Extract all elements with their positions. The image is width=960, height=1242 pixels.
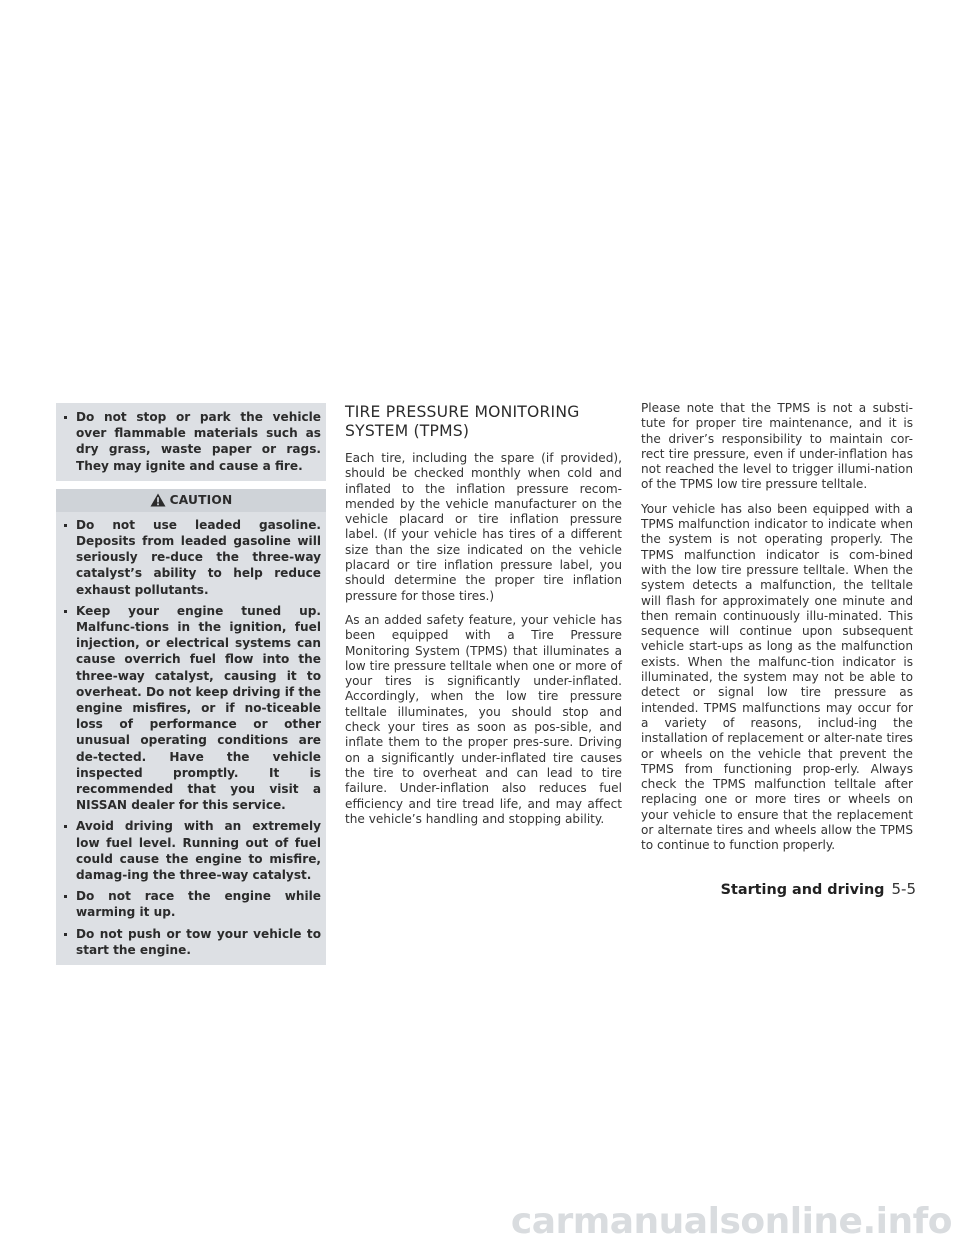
- warning-box: [56, 403, 326, 481]
- caution-title: CAUTION: [169, 493, 233, 508]
- warning-list: [62, 409, 321, 474]
- body-paragraph: Please note that the TPMS is not a substi-tute for proper tire maintenance, and it is the driver’s responsibility to maintain cor-rect tire pressure, even if under-inflation has not reached the level to trigger illumi-nation of the TPMS low tire pressure telltale.: [641, 401, 913, 492]
- caution-item: Do not push or tow your vehicle to start the engine.: [62, 926, 321, 958]
- body-paragraph: Each tire, including the spare (if provided), should be checked monthly when cold and inflated to the inflation pressure recom-mended by the vehicle manufacturer on the vehicle placard or tire inflation pressure label. (If your vehicle has tires of a different size than the size indicated on the vehicle placard or tire inflation pressure label, you should determine the proper tire inflation pressure for those tires.): [345, 451, 622, 603]
- right-column: [641, 401, 913, 863]
- warning-item: Do not stop or park the vehicle over flammable materials such as dry grass, waste paper or rags. They may ignite and cause a fire.: [62, 409, 321, 474]
- caution-item: Do not use leaded gasoline. Deposits from leaded gasoline will seriously re-duce the three-way catalyst’s ability to help reduce exhaust pollutants.: [62, 517, 321, 598]
- caution-list: [62, 517, 321, 958]
- watermark: carmanualsonline.info: [510, 1201, 952, 1242]
- caution-item: Do not race the engine while warming it up.: [62, 888, 321, 920]
- warning-triangle-icon: [150, 493, 166, 507]
- caution-item: Avoid driving with an extremely low fuel level. Running out of fuel could cause the engine to misfire, damag-ing the three-way catalyst.: [62, 818, 321, 883]
- page-number: 5-5: [891, 880, 916, 898]
- body-paragraph: Your vehicle has also been equipped with a TPMS malfunction indicator to indicate when the system is not operating properly. The TPMS malfunction indicator is com-bined with the low tire pressure telltale. When the system detects a malfunction, the telltale will flash for approximately one minute and then remain continuously illu-minated. This sequence will continue upon subsequent vehicle start-ups as long as the malfunction exists. When the malfunc-tion indicator is illuminated, the system may not be able to detect or signal low tire pressure as intended. TPMS malfunctions may occur for a variety of reasons, includ-ing the installation of replacement or alter-nate tires or wheels on the vehicle that prevent the TPMS from functioning prop-erly. Always check the TPMS malfunction telltale after replacing one or more tires or wheels on your vehicle to ensure that the replacement or alternate tires and wheels allow the TPMS to continue to function properly.: [641, 501, 913, 853]
- caution-box: [56, 489, 326, 965]
- middle-column: [345, 403, 622, 836]
- caution-header: [56, 489, 326, 512]
- caution-item: Keep your engine tuned up. Malfunc-tions in the ignition, fuel injection, or electrical systems can cause overrich fuel flow into the three-way catalyst, causing it to overheat. Do not keep driving if the engine misfires, or if no-ticeable loss of performance or other unusual operating conditions are de-tected. Have the vehicle inspected promptly. It is recommended that you visit a NISSAN dealer for this service.: [62, 603, 321, 814]
- section-title: TIRE PRESSURE MONITORING SYSTEM (TPMS): [345, 403, 580, 440]
- body-paragraph: As an added safety feature, your vehicle has been equipped with a Tire Pressure Monitoring System (TPMS) that illuminates a low tire pressure telltale when one or more of your tires is significantly under-inflated. Accordingly, when the low tire pressure telltale illuminates, you should stop and check your tires as soon as pos-sible, and inflate them to the proper pres-sure. Driving on a significantly under-inflated tire causes the tire to overheat and can lead to tire failure. Under-inflation also reduces fuel efficiency and tire tread life, and may affect the vehicle’s handling and stopping ability.: [345, 612, 622, 826]
- page-footer: [721, 880, 916, 898]
- left-column: [56, 403, 326, 965]
- footer-section-title: Starting and driving: [720, 882, 885, 898]
